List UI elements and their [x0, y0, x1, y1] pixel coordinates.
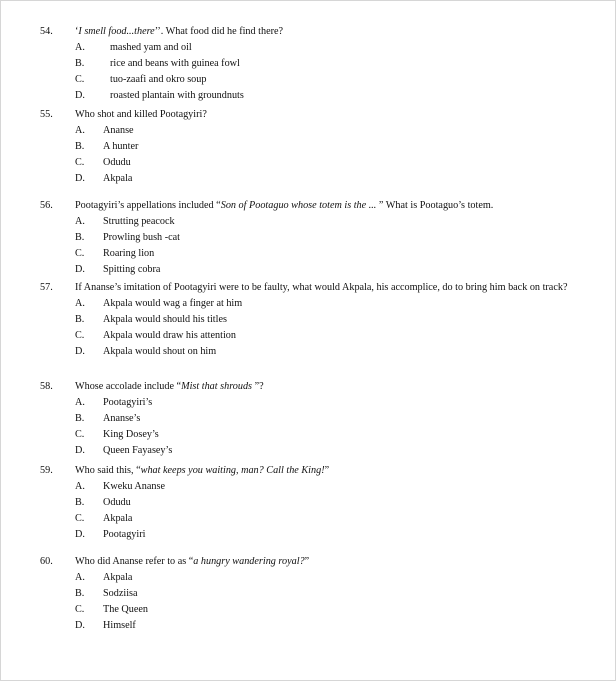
- question-number: 56.: [40, 200, 53, 211]
- option-a: A. Kweku Ananse: [75, 481, 165, 492]
- question-text: Whose accolade include “Mist that shrouds ”?: [75, 381, 264, 392]
- question-number: 57.: [40, 282, 53, 293]
- option-b: B. Odudu: [75, 497, 131, 508]
- option-c: C. tuo-zaafi and okro soup: [75, 74, 207, 85]
- question-58: [40, 379, 600, 459]
- option-a: A. Ananse: [75, 125, 134, 136]
- option-c: C. Odudu: [75, 157, 131, 168]
- option-b: B. Akpala would should his titles: [75, 314, 227, 325]
- option-c: C. The Queen: [75, 604, 148, 615]
- question-60: [40, 554, 600, 634]
- option-a: A. Akpala would wag a finger at him: [75, 298, 243, 309]
- option-d: D. roasted plantain with groundnuts: [75, 90, 244, 101]
- option-d: D. Himself: [75, 620, 136, 631]
- question-number: 59.: [40, 465, 53, 476]
- option-b: B. Prowling bush -cat: [75, 232, 180, 243]
- option-b: B. rice and beans with guinea fowl: [75, 58, 240, 69]
- question-text: If Ananse’s imitation of Pootagyiri were to be faulty, what would Akpala, his accomplice, do to bring him back on track?: [75, 282, 568, 293]
- option-a: A. Strutting peacock: [75, 216, 175, 227]
- question-number: 60.: [40, 556, 53, 567]
- option-b: B. Sodziisa: [75, 588, 138, 599]
- question-56: [40, 198, 600, 278]
- option-a: A. Pootagyiri’s: [75, 397, 153, 408]
- question-59: [40, 463, 600, 543]
- option-d: D. Akpala: [75, 173, 133, 184]
- option-c: C. Akpala: [75, 513, 133, 524]
- question-text: Who did Ananse refer to as “a hungry wandering royal?”: [75, 556, 310, 567]
- option-d: D. Pootagyiri: [75, 529, 146, 540]
- option-a: A. Akpala: [75, 572, 133, 583]
- option-a: A. mashed yam and oil: [75, 42, 192, 53]
- option-c: C. Roaring lion: [75, 248, 155, 259]
- question-text: Who said this, “what keeps you waiting, man? Call the King!”: [75, 465, 330, 476]
- question-54: [40, 24, 600, 104]
- option-b: B. A hunter: [75, 141, 139, 152]
- option-d: D. Akpala would shout on him: [75, 346, 217, 357]
- question-number: 58.: [40, 381, 53, 392]
- question-text: Who shot and killed Pootagyiri?: [75, 109, 207, 120]
- option-b: B. Ananse’s: [75, 413, 141, 424]
- question-55: [40, 107, 600, 187]
- question-text: ‘I smell food...there’’. What food did he find there?: [75, 26, 284, 37]
- option-c: C. Akpala would draw his attention: [75, 330, 236, 341]
- question-number: 55.: [40, 109, 53, 120]
- question-text: Pootagyiri’s appellations included “Son of Pootaguo whose totem is the ... ” What is Pootaguo’s totem.: [75, 200, 494, 211]
- option-d: D. Spitting cobra: [75, 264, 161, 275]
- option-c: C. King Dosey’s: [75, 429, 159, 440]
- question-number: 54.: [40, 26, 53, 37]
- question-57: [40, 280, 600, 360]
- option-d: D. Queen Fayasey’s: [75, 445, 173, 456]
